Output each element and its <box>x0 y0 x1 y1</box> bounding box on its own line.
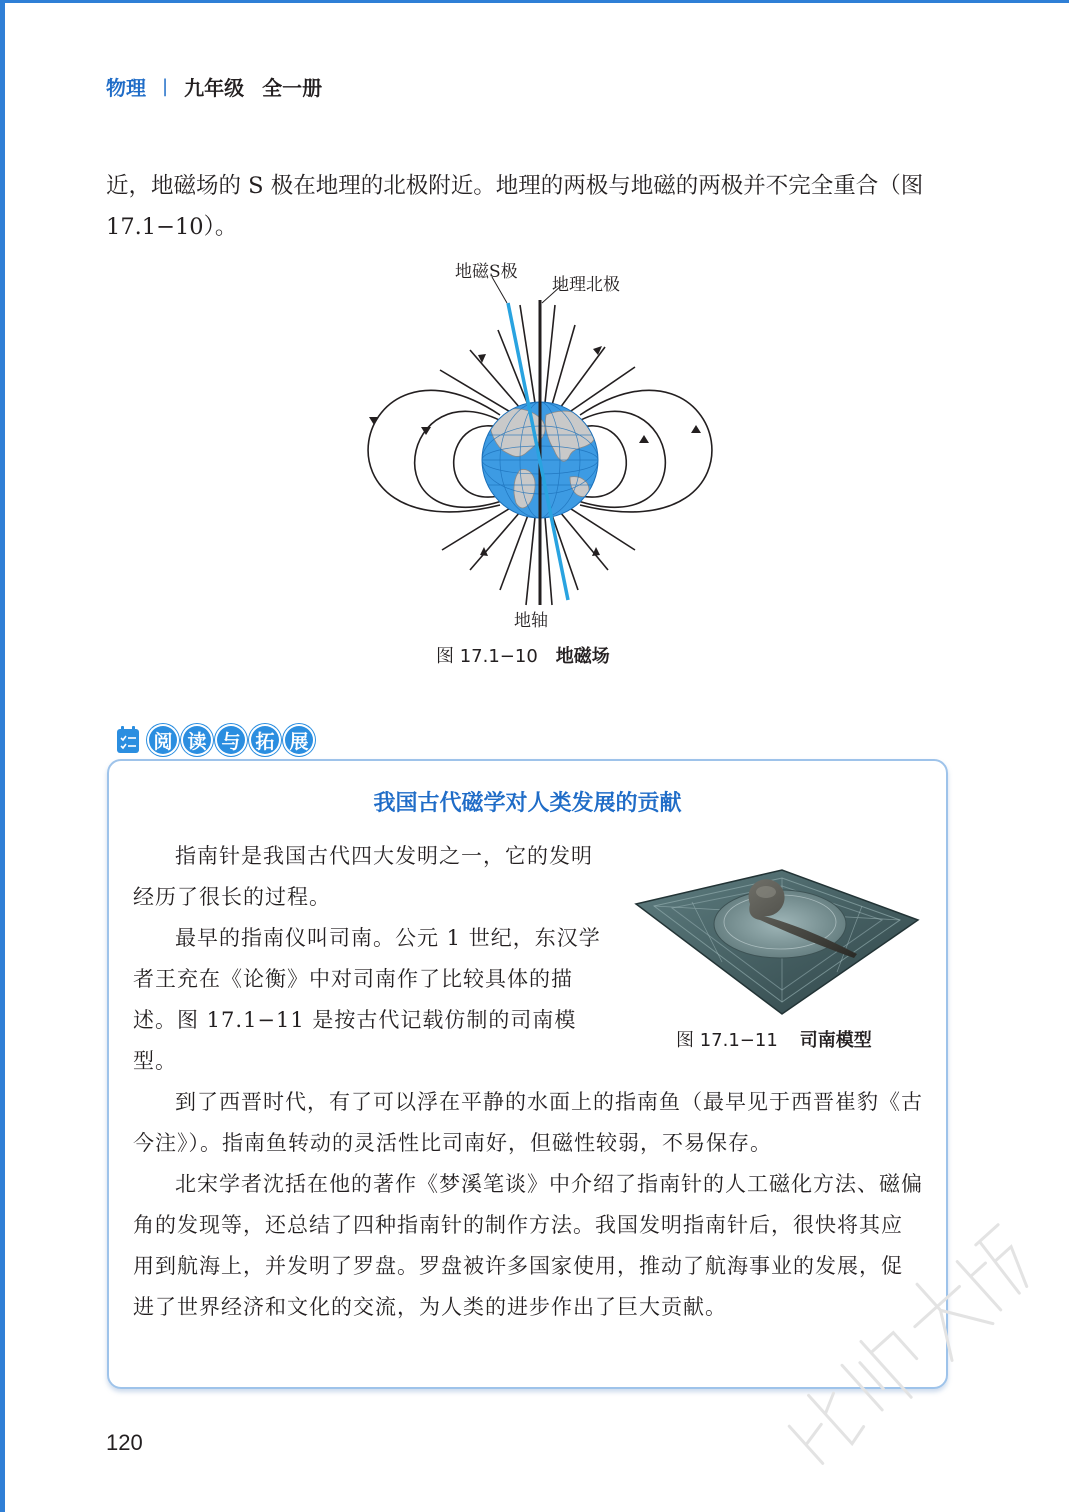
page-number: 120 <box>106 1430 143 1455</box>
reading-left-column <box>133 836 608 1082</box>
reading-section-header <box>115 722 317 758</box>
label-magnetic-s: 地磁S极 <box>455 262 518 282</box>
reading-badge-char: 展 <box>283 724 315 756</box>
figure2-caption-number: 图 17.1−11 <box>676 1030 778 1051</box>
figure1-caption <box>436 642 610 668</box>
publisher-watermark <box>740 1180 1060 1500</box>
page-left-border <box>0 0 5 1512</box>
figure1-caption-number: 图 17.1−10 <box>436 646 538 667</box>
reading-badge-char: 拓 <box>249 724 281 756</box>
checklist-icon <box>115 725 141 755</box>
header-grade: 九年级 <box>184 75 245 100</box>
label-geo-north: 地理北极 <box>552 275 620 295</box>
sinan-model-image <box>632 862 922 1022</box>
reading-paragraph: 到了西晋时代，有了可以浮在平静的水面上的指南鱼（最早见于西晋崔豹《古今注》）。指南鱼转动的灵活性比司南好，但磁性较弱，不易保存。 <box>133 1090 923 1155</box>
reading-badge-char: 阅 <box>147 724 179 756</box>
running-header <box>106 70 322 102</box>
header-subject: 物理 <box>106 75 146 100</box>
intro-paragraph: 近，地磁场的 S 极在地理的北极附近。地理的两极与地磁的两极并不完全重合（图 17.1−10）。 <box>106 173 924 240</box>
figure2-caption-title: 司南模型 <box>799 1030 872 1051</box>
reading-paragraph: 北宋学者沈括在他的著作《梦溪笔谈》中介绍了指南针的人工磁化方法、磁偏角的发现等，还总结了四种指南针的制作方法。我国发明指南针后，很快将其应用到航海上，并发明了罗盘。罗盘被许多国家使用，推动了航海事业的发展，促进了世界经济和文化的交流，为人类的进步作出了巨大贡献。 <box>133 1172 923 1319</box>
header-volume: 全一册 <box>262 75 323 100</box>
figure2-caption <box>676 1026 872 1052</box>
geomagnetic-field-figure <box>330 255 740 630</box>
header-separator: | <box>162 75 169 97</box>
reading-badge-char: 与 <box>215 724 247 756</box>
reading-title: 我国古代磁学对人类发展的贡献 <box>373 791 682 816</box>
page-top-border <box>0 0 1069 3</box>
reading-badge-char: 读 <box>181 724 213 756</box>
figure1-caption-title: 地磁场 <box>555 646 610 667</box>
label-axis: 地轴 <box>514 611 548 630</box>
reading-paragraph: 最早的指南仪叫司南。公元 1 世纪，东汉学者王充在《论衡》中对司南作了比较具体的描述。图 17.1−11 是按古代记载仿制的司南模型。 <box>133 926 601 1073</box>
reading-paragraph: 指南针是我国古代四大发明之一，它的发明经历了很长的过程。 <box>133 844 593 909</box>
